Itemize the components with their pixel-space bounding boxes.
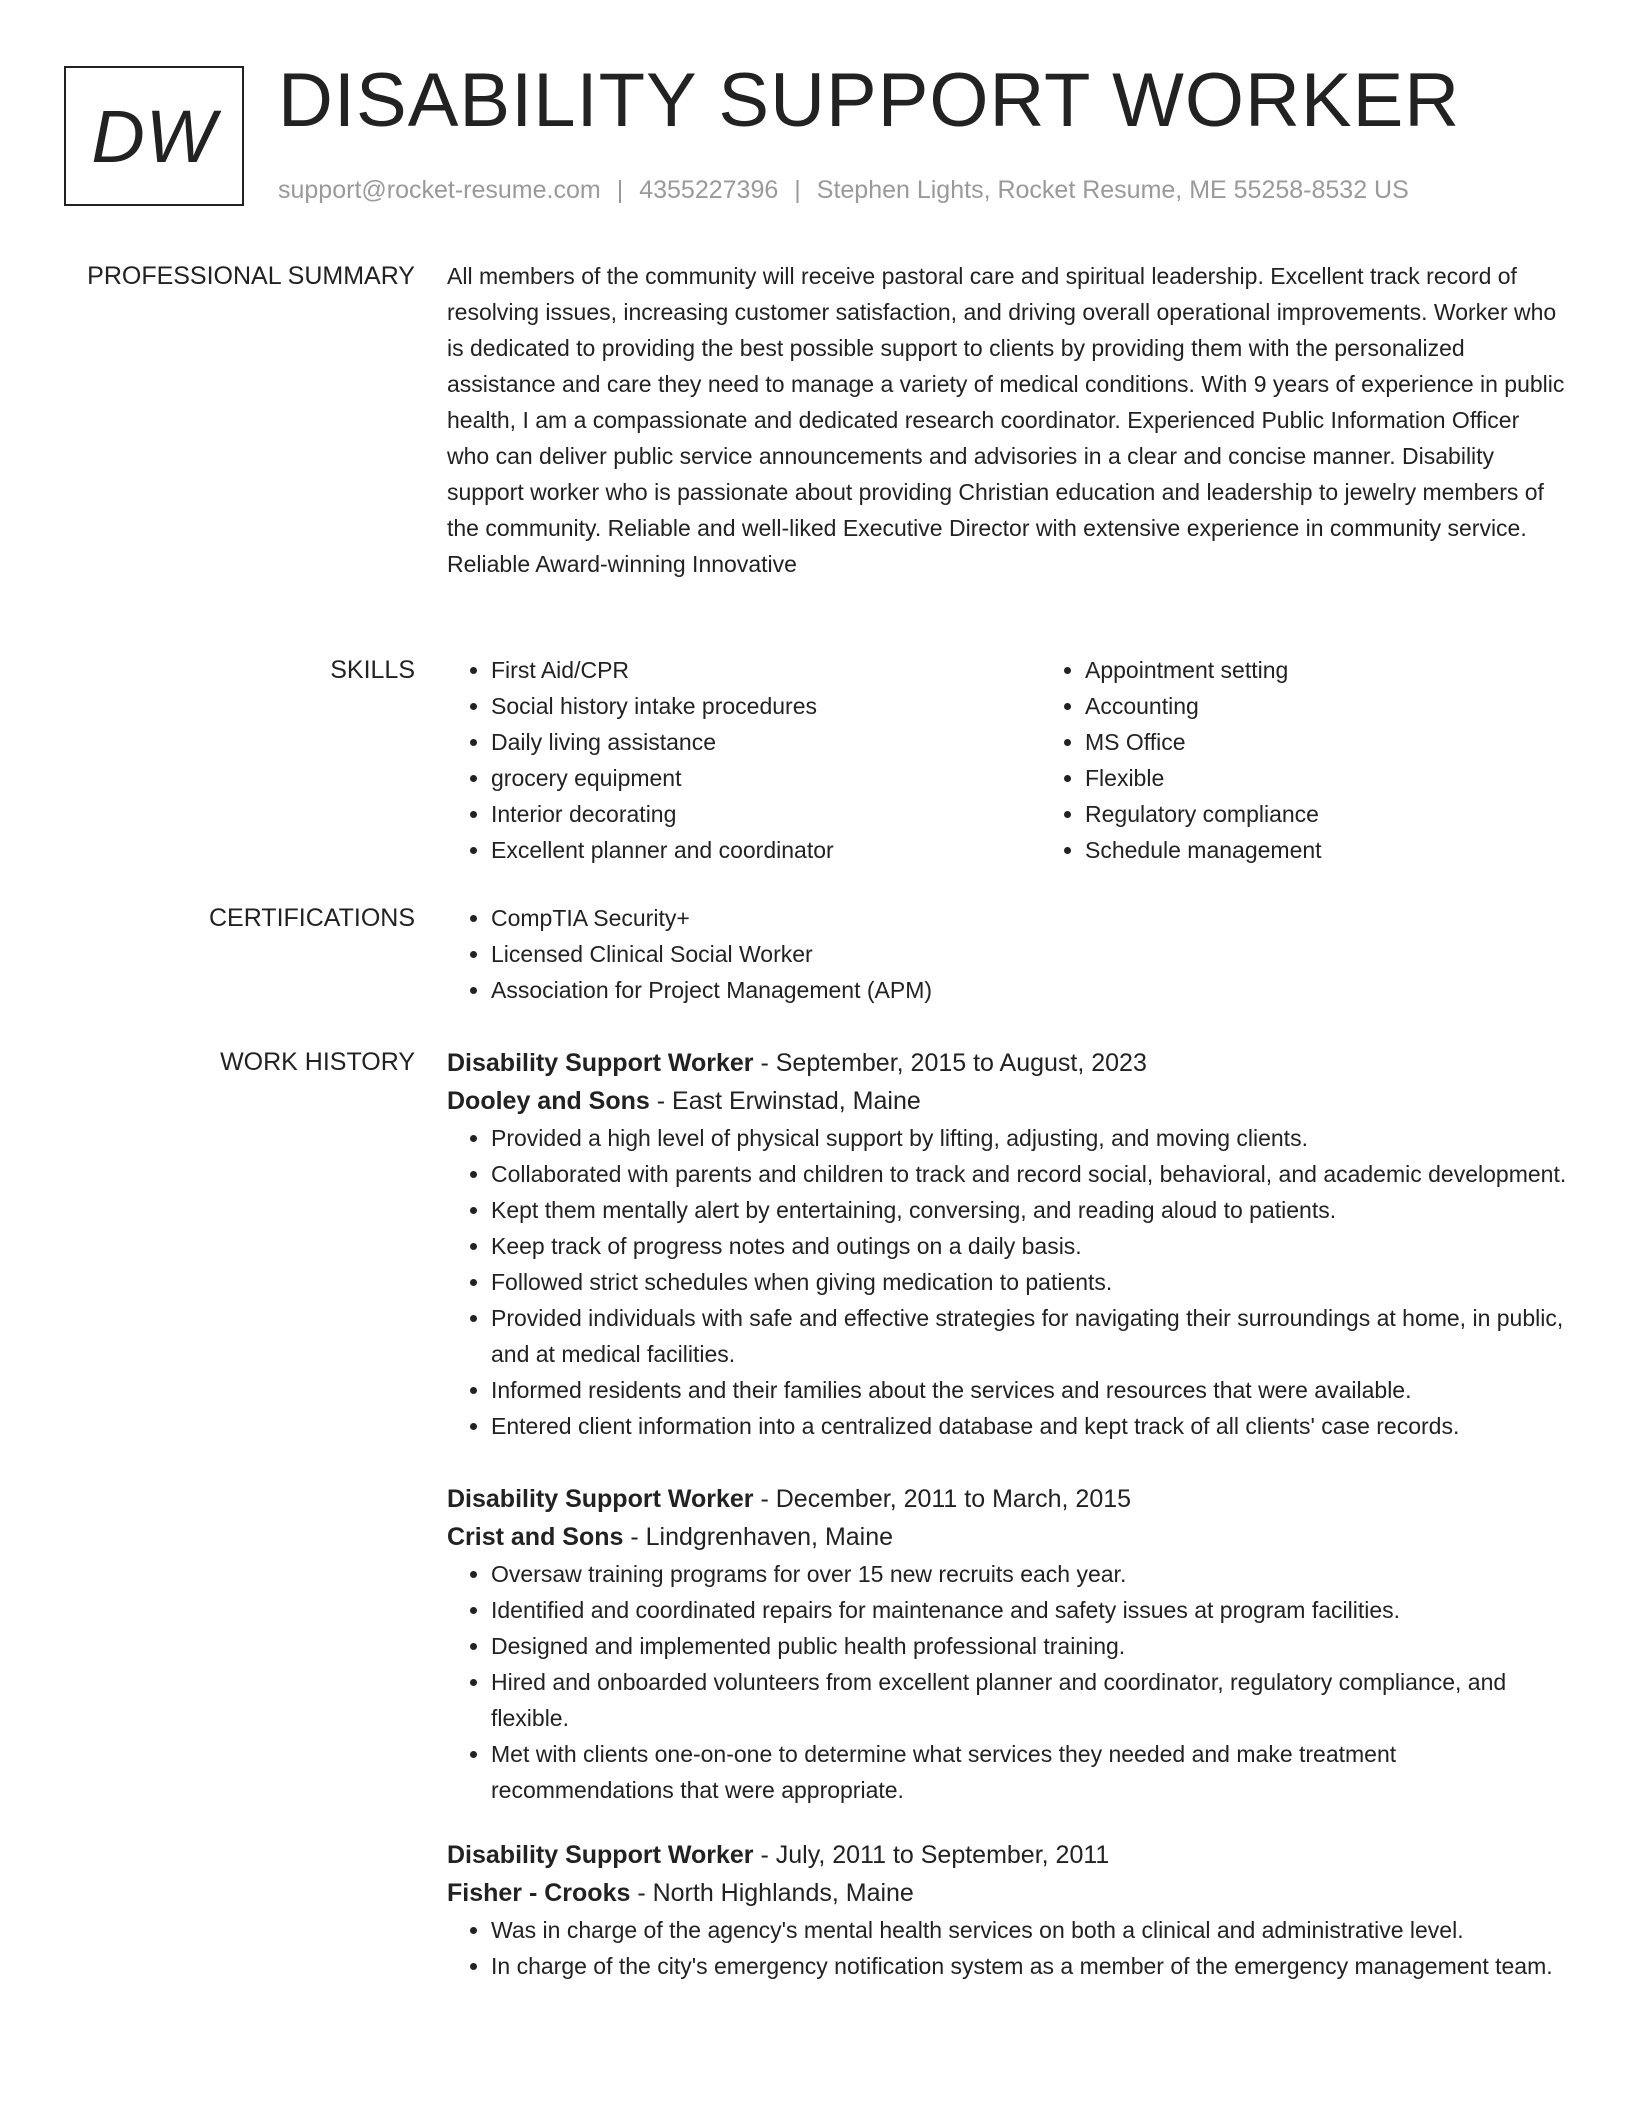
job-bullet: • Informed residents and their families about the services and resources that were available. [491, 1372, 1567, 1408]
certification-item: • CompTIA Security+ [491, 900, 1567, 936]
skill-item: • Appointment setting [1085, 652, 1632, 688]
section-label-certifications: CERTIFICATIONS [208, 904, 415, 932]
section-label-summary: PROFESSIONAL SUMMARY [87, 262, 415, 290]
work-history-body [447, 1044, 1567, 1984]
job-bullet: • Kept them mentally alert by entertaining, conversing, and reading aloud to patients. [491, 1192, 1567, 1228]
certifications-list [447, 900, 1567, 1008]
job-location: - East Erwinstad, Maine [649, 1087, 921, 1115]
monogram-box [64, 66, 244, 206]
job-bullet: • In charge of the city's emergency notification system as a member of the emergency management team. [491, 1948, 1567, 1984]
contact-email[interactable]: support@rocket-resume.com [278, 176, 601, 204]
skill-item: • First Aid/CPR [491, 652, 1041, 688]
job-bullet: • Was in charge of the agency's mental health services on both a clinical and administrative level. [491, 1912, 1567, 1948]
contact-address: Stephen Lights, Rocket Resume, ME 55258-8532 US [816, 176, 1409, 204]
job-bullet: • Met with clients one-on-one to determine what services they needed and make treatment recommendations that were appropriate. [491, 1736, 1567, 1808]
job-entry [447, 1836, 1567, 1984]
job-title: DISABILITY SUPPORT WORKER [278, 58, 1461, 143]
skill-item: • Daily living assistance [491, 724, 1041, 760]
job-bullet-list [447, 1912, 1567, 1984]
skill-item: • MS Office [1085, 724, 1632, 760]
skill-item: • Interior decorating [491, 796, 1041, 832]
job-dates: - December, 2011 to March, 2015 [753, 1485, 1132, 1513]
job-company: Fisher - Crooks [447, 1879, 631, 1907]
skills-list-right [1041, 652, 1632, 868]
job-company-line [447, 1874, 1567, 1912]
job-company: Dooley and Sons [447, 1087, 650, 1115]
skill-item: • Flexible [1085, 760, 1632, 796]
job-dates: - July, 2011 to September, 2011 [753, 1841, 1110, 1869]
section-label-skills: SKILLS [330, 656, 415, 684]
job-bullet: • Oversaw training programs for over 15 new recruits each year. [491, 1556, 1567, 1592]
job-location: - Lindgrenhaven, Maine [623, 1523, 894, 1551]
job-bullet: • Designed and implemented public health professional training. [491, 1628, 1567, 1664]
monogram-initials: DW [91, 94, 217, 178]
job-entry [447, 1480, 1567, 1808]
job-bullet: • Entered client information into a centralized database and kept track of all clients' case records. [491, 1408, 1567, 1444]
job-bullet: • Provided individuals with safe and effective strategies for navigating their surroundings at home, in public, and at medical facilities. [491, 1300, 1567, 1372]
job-bullet-list [447, 1556, 1567, 1808]
skills-columns [447, 652, 1567, 868]
certification-item: • Association for Project Management (APM) [491, 972, 1567, 1008]
job-location: - North Highlands, Maine [630, 1879, 914, 1907]
job-bullet: • Collaborated with parents and children to track and record social, behavioral, and academic development. [491, 1156, 1567, 1192]
job-bullet: • Followed strict schedules when giving medication to patients. [491, 1264, 1567, 1300]
job-dates: - September, 2015 to August, 2023 [753, 1049, 1147, 1077]
job-bullet-list [447, 1120, 1567, 1444]
job-position: Disability Support Worker [447, 1485, 754, 1513]
skill-item: • Schedule management [1085, 832, 1632, 868]
job-position: Disability Support Worker [447, 1841, 754, 1869]
job-entry [447, 1044, 1567, 1444]
job-company-line [447, 1082, 1567, 1120]
job-title-line [447, 1044, 1567, 1082]
skill-item: • Excellent planner and coordinator [491, 832, 1041, 868]
summary-body [447, 258, 1567, 582]
job-company: Crist and Sons [447, 1523, 624, 1551]
job-bullet: • Keep track of progress notes and outings on a daily basis. [491, 1228, 1567, 1264]
job-title-line [447, 1836, 1567, 1874]
job-bullet: • Identified and coordinated repairs for maintenance and safety issues at program facilities. [491, 1592, 1567, 1628]
skills-list-left [447, 652, 1041, 868]
contact-separator: | [616, 176, 624, 204]
contact-line [278, 174, 1409, 206]
summary-text: All members of the community will receive pastoral care and spiritual leadership. Excellent track record of resolving issues, increasing customer satisfaction, and driving overall operational improvements. Worker who is dedicated to providing the best possible support to clients by providing them with the personalized assistance and care they need to manage a variety of medical conditions. With 9 years of experience in public health, I am a compassionate and dedicated research coordinator. Experienced Public Information Officer who can deliver public service announcements and advisories in a clear and concise manner. Disability support worker who is passionate about providing Christian education and leadership to jewelry members of the community. Reliable and well-liked Executive Director with extensive experience in community service. Reliable Award-winning Innovative [447, 263, 1565, 577]
skill-item: • Regulatory compliance [1085, 796, 1632, 832]
certifications-body [447, 900, 1567, 1008]
skill-item: • Social history intake procedures [491, 688, 1041, 724]
contact-separator: | [794, 176, 801, 204]
job-title-line [447, 1480, 1567, 1518]
job-bullet: • Hired and onboarded volunteers from excellent planner and coordinator, regulatory compliance, and flexible. [491, 1664, 1567, 1736]
job-company-line [447, 1518, 1567, 1556]
contact-phone[interactable]: 4355227396 [639, 176, 779, 204]
skill-item: • Accounting [1085, 688, 1632, 724]
skill-item: • grocery equipment [491, 760, 1041, 796]
job-bullet: • Provided a high level of physical support by lifting, adjusting, and moving clients. [491, 1120, 1567, 1156]
section-label-work-history: WORK HISTORY [220, 1048, 415, 1076]
certification-item: • Licensed Clinical Social Worker [491, 936, 1567, 972]
job-position: Disability Support Worker [447, 1049, 754, 1077]
